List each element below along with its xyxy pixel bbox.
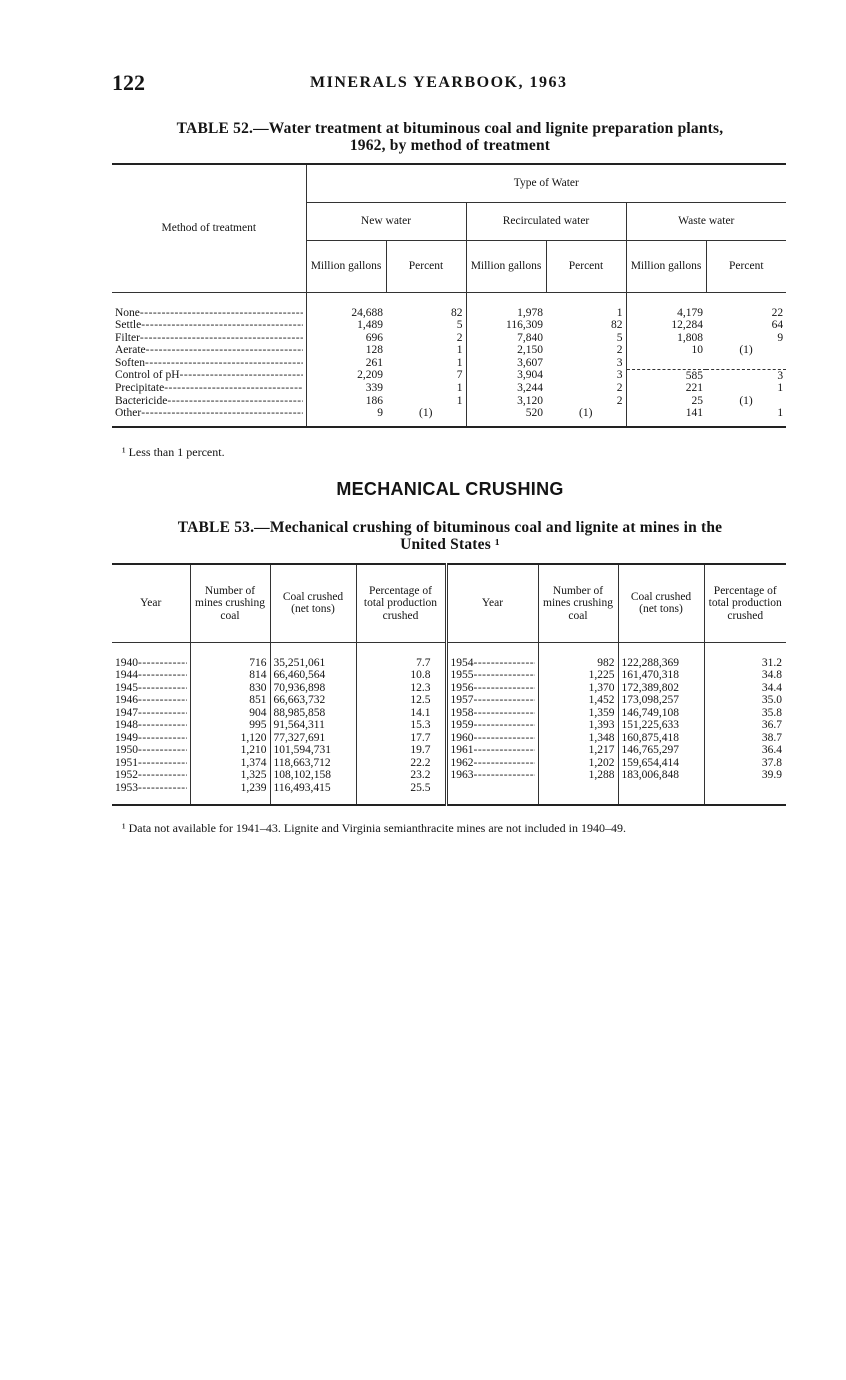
method-cell xyxy=(112,395,306,408)
sub-header-percent: Percent xyxy=(706,240,786,292)
cell-pct: 35.0 xyxy=(704,694,786,707)
table52-footnote: ¹ Less than 1 percent. xyxy=(122,445,225,459)
dot-leader xyxy=(474,682,535,695)
method-cell-leader xyxy=(115,319,303,332)
table53-footnote: ¹ Data not available for 1941–43. Lignite and Virginia semianthracite mines are not included in 1940–49. xyxy=(122,821,626,835)
cell-rw-mg: 3,904 xyxy=(466,369,546,382)
cell-crushed: 146,749,108 xyxy=(618,707,704,720)
cell-pct: 14.1 xyxy=(356,707,446,720)
table-row xyxy=(112,707,786,720)
method-cell xyxy=(112,292,306,319)
cell-mines: 1,217 xyxy=(538,744,618,757)
year-cell-leader xyxy=(451,769,535,782)
cell-rw-mg: 1,978 xyxy=(466,292,546,319)
cell-crushed: 70,936,898 xyxy=(270,682,356,695)
cell-crushed: 77,327,691 xyxy=(270,732,356,745)
method-cell xyxy=(112,344,306,357)
year-cell-text: 1940 xyxy=(115,656,138,669)
cell-pct: 38.7 xyxy=(704,732,786,745)
cell-mines: 1,120 xyxy=(190,732,270,745)
year-cell xyxy=(112,757,190,770)
cell-ww-pct: (1) xyxy=(739,344,753,356)
table52-title xyxy=(112,120,788,154)
dot-leader xyxy=(141,407,302,420)
year-cell xyxy=(112,732,190,745)
cell-pct: 36.4 xyxy=(704,744,786,757)
method-cell xyxy=(112,357,306,370)
cell-ww-pct: 22 xyxy=(771,306,784,319)
cell-ww-mg: 12,284 xyxy=(626,319,706,332)
cell-nw-pct: 2 xyxy=(456,331,463,344)
cell-pct: 31.2 xyxy=(704,642,786,669)
method-cell-text: Soften xyxy=(115,356,146,369)
year-cell xyxy=(112,642,190,669)
year-cell xyxy=(446,682,538,695)
year-cell-leader xyxy=(451,719,535,732)
dot-leader xyxy=(138,782,187,795)
dot-leader xyxy=(474,732,535,745)
cell-nw-mg: 9 xyxy=(306,407,386,427)
cell-mines xyxy=(538,782,618,806)
method-cell-leader xyxy=(115,357,303,370)
cell-ww-pct: (1) xyxy=(739,394,753,407)
year-cell xyxy=(446,642,538,669)
dot-leader xyxy=(138,719,187,732)
year-cell-text: 1946 xyxy=(115,694,138,706)
year-cell xyxy=(112,694,190,707)
method-cell-text: None xyxy=(115,306,140,319)
cell-nw-mg: 2,209 xyxy=(306,369,386,382)
cell-rw-mg: 520 xyxy=(466,407,546,427)
dot-leader xyxy=(138,769,187,782)
year-cell-text: 1956 xyxy=(450,681,474,694)
year-cell-text: 1947 xyxy=(115,706,138,719)
cell-rw-pct: 2 xyxy=(616,394,623,407)
cell-pct xyxy=(704,782,786,806)
cell-pct: 12.5 xyxy=(356,694,446,707)
table-row xyxy=(112,292,786,319)
cell-nw-pct: 7 xyxy=(456,369,463,381)
year-cell-text: 1951 xyxy=(115,756,138,769)
dot-leader xyxy=(474,769,535,782)
sub-header-million-gallons: Million gallons xyxy=(466,240,546,292)
group-header-recirculated-water: Recirculated water xyxy=(466,202,626,240)
cell-rw-pct: 5 xyxy=(616,331,623,344)
year-cell-leader xyxy=(451,744,535,757)
table-row xyxy=(112,757,786,770)
year-cell-text: 1961 xyxy=(450,744,474,756)
cell-crushed xyxy=(618,782,704,806)
year-cell-leader xyxy=(451,757,535,770)
year-cell-text: 1949 xyxy=(115,731,138,744)
cell-nw-mg: 1,489 xyxy=(306,319,386,332)
cell-crushed: 66,460,564 xyxy=(270,669,356,682)
method-cell-leader xyxy=(115,369,303,382)
year-cell xyxy=(446,769,538,782)
table53-title-line1: TABLE 53.—Mechanical crushing of bituminous coal and lignite at mines in the xyxy=(177,519,723,536)
year-cell xyxy=(446,669,538,682)
table-row xyxy=(112,369,786,382)
cell-pct: 10.8 xyxy=(356,669,446,682)
table-row xyxy=(112,407,786,427)
sub-header-percent: Percent xyxy=(546,240,626,292)
table-row xyxy=(112,642,786,669)
dot-leader xyxy=(141,319,302,332)
cell-pct: 12.3 xyxy=(356,682,446,695)
dot-leader xyxy=(138,657,187,670)
cell-mines: 716 xyxy=(190,642,270,669)
year-cell-text: 1953 xyxy=(115,781,138,794)
table53 xyxy=(112,563,786,806)
year-cell xyxy=(446,694,538,707)
cell-ww-mg: 141 xyxy=(626,407,706,427)
year-cell xyxy=(112,782,190,806)
cell-crushed: 108,102,158 xyxy=(270,769,356,782)
dot-leader xyxy=(146,344,303,357)
cell-pct: 34.8 xyxy=(704,669,786,682)
cell-crushed: 146,765,297 xyxy=(618,744,704,757)
year-cell-text: 1954 xyxy=(450,656,474,669)
method-cell xyxy=(112,369,306,382)
cell-rw-pct: 82 xyxy=(611,319,623,331)
cell-rw-pct: 3 xyxy=(616,356,623,369)
cell-mines: 982 xyxy=(538,642,618,669)
year-cell-leader xyxy=(115,757,187,770)
cell-rw-mg: 3,120 xyxy=(466,395,546,408)
col-header-percentage-crushed: Percentage of total production crushed xyxy=(704,564,786,642)
table52 xyxy=(112,163,786,428)
table-row xyxy=(112,694,786,707)
cell-ww-mg: 4,179 xyxy=(626,292,706,319)
table-row xyxy=(112,319,786,332)
year-cell-text: 1960 xyxy=(450,731,474,744)
table52-title-line1: TABLE 52.—Water treatment at bituminous coal and lignite preparation plants, xyxy=(176,120,724,137)
cell-crushed: 183,006,848 xyxy=(618,769,704,782)
year-cell xyxy=(446,732,538,745)
year-cell xyxy=(446,707,538,720)
cell-mines: 1,370 xyxy=(538,682,618,695)
table53-title xyxy=(112,519,788,553)
dot-leader xyxy=(138,682,187,695)
year-cell xyxy=(112,744,190,757)
dot-leader xyxy=(138,694,187,707)
year-cell xyxy=(112,719,190,732)
dot-leader xyxy=(140,332,303,345)
method-cell-leader xyxy=(115,407,303,420)
cell-ww-pct xyxy=(706,357,786,370)
cell-pct: 37.8 xyxy=(704,757,786,770)
dot-leader xyxy=(474,669,535,682)
cell-mines: 830 xyxy=(190,682,270,695)
table-row xyxy=(112,344,786,357)
year-cell-text: 1962 xyxy=(450,756,474,769)
cell-nw-mg: 696 xyxy=(306,332,386,345)
cell-pct: 7.7 xyxy=(356,642,446,669)
method-cell-text: Filter xyxy=(115,331,140,344)
cell-nw-pct: 1 xyxy=(456,356,463,369)
table-row xyxy=(112,395,786,408)
method-cell-text: Other xyxy=(115,407,142,419)
year-cell-text: 1945 xyxy=(115,681,138,694)
cell-crushed: 101,594,731 xyxy=(270,744,356,757)
col-header-method: Method of treatment xyxy=(112,164,306,292)
year-cell-text: 1957 xyxy=(450,694,474,706)
year-cell-leader xyxy=(115,657,187,670)
cell-rw-pct: 3 xyxy=(616,369,623,381)
cell-mines: 1,374 xyxy=(190,757,270,770)
year-cell xyxy=(446,719,538,732)
cell-crushed: 160,875,418 xyxy=(618,732,704,745)
cell-crushed: 172,389,802 xyxy=(618,682,704,695)
sub-header-percent: Percent xyxy=(386,240,466,292)
cell-rw-mg: 116,309 xyxy=(466,319,546,332)
cell-mines: 1,239 xyxy=(190,782,270,806)
dot-leader xyxy=(474,657,535,670)
cell-ww-pct: 1 xyxy=(777,382,784,394)
cell-rw-pct: 2 xyxy=(616,382,623,394)
year-cell-leader xyxy=(115,782,187,795)
sub-header-million-gallons: Million gallons xyxy=(306,240,386,292)
year-cell xyxy=(112,682,190,695)
dot-leader xyxy=(138,732,187,745)
method-cell-leader xyxy=(115,332,303,345)
cell-pct: 36.7 xyxy=(704,719,786,732)
cell-mines: 1,348 xyxy=(538,732,618,745)
cell-rw-mg: 3,607 xyxy=(466,357,546,370)
table-row xyxy=(112,382,786,395)
running-head: MINERALS YEARBOOK, 1963 xyxy=(310,74,568,91)
year-cell xyxy=(446,757,538,770)
cell-pct: 35.8 xyxy=(704,707,786,720)
cell-crushed: 91,564,311 xyxy=(270,719,356,732)
year-cell-leader xyxy=(451,732,535,745)
cell-ww-mg: 1,808 xyxy=(626,332,706,345)
cell-pct: 15.3 xyxy=(356,719,446,732)
cell-nw-pct: 5 xyxy=(456,319,463,331)
method-cell xyxy=(112,407,306,427)
method-cell-text: Control of pH xyxy=(115,369,180,381)
cell-nw-pct: (1) xyxy=(419,407,433,419)
method-cell-leader xyxy=(115,395,303,408)
year-cell-leader xyxy=(451,657,535,670)
group-header-new-water: New water xyxy=(306,202,466,240)
year-cell-leader xyxy=(451,707,535,720)
table-row xyxy=(112,669,786,682)
cell-crushed: 116,493,415 xyxy=(270,782,356,806)
dot-leader xyxy=(474,744,535,757)
cell-nw-pct: 1 xyxy=(456,344,463,356)
cell-pct: 17.7 xyxy=(356,732,446,745)
cell-pct: 25.5 xyxy=(356,782,446,806)
cell-crushed: 159,654,414 xyxy=(618,757,704,770)
cell-mines: 995 xyxy=(190,719,270,732)
group-header-waste-water: Waste water xyxy=(626,202,786,240)
year-cell-leader xyxy=(115,744,187,757)
cell-mines: 1,202 xyxy=(538,757,618,770)
cell-ww-pct: 3 xyxy=(706,369,786,382)
cell-crushed: 88,985,858 xyxy=(270,707,356,720)
method-cell-text: Precipitate xyxy=(115,382,165,394)
cell-mines: 904 xyxy=(190,707,270,720)
cell-rw-pct: (1) xyxy=(579,407,593,419)
cell-rw-mg: 3,244 xyxy=(466,382,546,395)
col-header-percentage-crushed: Percentage of total production crushed xyxy=(356,564,446,642)
col-header-year: Year xyxy=(112,564,190,642)
dot-leader xyxy=(138,744,187,757)
cell-nw-pct: 82 xyxy=(451,306,463,319)
year-cell-text: 1944 xyxy=(115,669,138,681)
cell-crushed: 122,288,369 xyxy=(618,642,704,669)
cell-crushed: 173,098,257 xyxy=(618,694,704,707)
year-cell-leader xyxy=(115,707,187,720)
table-row xyxy=(112,769,786,782)
cell-pct: 23.2 xyxy=(356,769,446,782)
year-cell-leader xyxy=(115,694,187,707)
col-header-coal-crushed: Coal crushed (net tons) xyxy=(270,564,356,642)
table52-title-line2: 1962, by method of treatment xyxy=(349,137,551,154)
cell-pct: 22.2 xyxy=(356,757,446,770)
cell-ww-mg: 25 xyxy=(626,395,706,408)
cell-ww-mg: 10 xyxy=(626,344,706,357)
year-cell-leader xyxy=(115,719,187,732)
cell-ww-mg xyxy=(626,357,706,370)
table-row xyxy=(112,782,786,806)
cell-mines: 1,359 xyxy=(538,707,618,720)
cell-nw-pct: 1 xyxy=(456,382,463,394)
cell-crushed: 161,470,318 xyxy=(618,669,704,682)
cell-rw-pct: 2 xyxy=(616,344,623,356)
cell-nw-mg: 186 xyxy=(306,395,386,408)
method-cell xyxy=(112,382,306,395)
cell-pct: 19.7 xyxy=(356,744,446,757)
year-cell-leader xyxy=(115,732,187,745)
method-cell xyxy=(112,332,306,345)
sub-header-million-gallons: Million gallons xyxy=(626,240,706,292)
cell-mines: 1,393 xyxy=(538,719,618,732)
cell-rw-mg: 2,150 xyxy=(466,344,546,357)
year-cell xyxy=(446,744,538,757)
cell-ww-mg: 221 xyxy=(626,382,706,395)
year-cell xyxy=(112,669,190,682)
cell-mines: 851 xyxy=(190,694,270,707)
dot-leader xyxy=(138,707,187,720)
dot-leader xyxy=(138,669,187,682)
cell-crushed: 66,663,732 xyxy=(270,694,356,707)
year-cell-text: 1958 xyxy=(450,706,474,719)
cell-mines: 1,288 xyxy=(538,769,618,782)
method-cell-text: Aerate xyxy=(115,344,146,356)
cell-nw-mg: 24,688 xyxy=(306,292,386,319)
method-cell-leader xyxy=(115,382,303,395)
table53-title-line2: United States ¹ xyxy=(400,536,500,553)
table-row xyxy=(112,357,786,370)
cell-mines: 814 xyxy=(190,669,270,682)
table-row xyxy=(112,682,786,695)
year-cell-text: 1952 xyxy=(115,769,138,781)
year-cell xyxy=(112,707,190,720)
col-header-number-of-mines: Number of mines crushing coal xyxy=(538,564,618,642)
cell-nw-mg: 339 xyxy=(306,382,386,395)
year-cell-text: 1950 xyxy=(115,744,138,756)
cell-crushed: 151,225,633 xyxy=(618,719,704,732)
dot-leader xyxy=(140,307,303,320)
col-header-number-of-mines: Number of mines crushing coal xyxy=(190,564,270,642)
dot-leader xyxy=(474,707,535,720)
cell-rw-pct: 1 xyxy=(616,306,623,319)
cell-ww-mg: 585 xyxy=(626,369,706,382)
dot-leader xyxy=(138,757,187,770)
page-number: 122 xyxy=(112,70,145,95)
year-cell-text: 1959 xyxy=(450,719,474,731)
cell-nw-mg: 261 xyxy=(306,357,386,370)
cell-ww-pct: 64 xyxy=(771,319,784,331)
year-cell-leader xyxy=(115,682,187,695)
method-cell xyxy=(112,319,306,332)
cell-nw-mg: 128 xyxy=(306,344,386,357)
method-cell-leader xyxy=(115,307,303,320)
table-row xyxy=(112,332,786,345)
dot-leader xyxy=(474,694,535,707)
dot-leader xyxy=(474,719,535,732)
cell-crushed: 35,251,061 xyxy=(270,642,356,669)
cell-pct: 39.9 xyxy=(704,769,786,782)
dot-leader xyxy=(164,382,302,395)
section-heading: MECHANICAL CRUSHING xyxy=(336,479,564,499)
method-cell-text: Settle xyxy=(115,319,142,331)
cell-mines: 1,325 xyxy=(190,769,270,782)
col-header-coal-crushed: Coal crushed (net tons) xyxy=(618,564,704,642)
table-row xyxy=(112,744,786,757)
cell-mines: 1,225 xyxy=(538,669,618,682)
table-row xyxy=(112,719,786,732)
cell-pct: 34.4 xyxy=(704,682,786,695)
dot-leader xyxy=(474,757,535,770)
year-cell-leader xyxy=(115,669,187,682)
year-cell-leader xyxy=(451,694,535,707)
cell-mines: 1,452 xyxy=(538,694,618,707)
col-header-type-of-water: Type of Water xyxy=(306,164,786,202)
dot-leader xyxy=(145,357,302,370)
cell-crushed: 118,663,712 xyxy=(270,757,356,770)
cell-nw-pct: 1 xyxy=(456,394,463,407)
cell-mines: 1,210 xyxy=(190,744,270,757)
year-cell-leader xyxy=(451,682,535,695)
year-cell-text: 1948 xyxy=(115,719,138,731)
cell-ww-pct: 9 xyxy=(777,331,784,344)
method-cell-text: Bactericide xyxy=(115,394,168,407)
dot-leader xyxy=(180,369,303,382)
cell-rw-mg: 7,840 xyxy=(466,332,546,345)
year-cell-text: 1955 xyxy=(450,669,474,681)
year-cell-leader xyxy=(115,769,187,782)
dot-leader xyxy=(167,395,302,408)
col-header-year: Year xyxy=(446,564,538,642)
table-row xyxy=(112,732,786,745)
year-cell xyxy=(112,769,190,782)
cell-ww-pct: 1 xyxy=(777,407,784,419)
year-cell-leader xyxy=(451,669,535,682)
year-cell-text: 1963 xyxy=(450,769,474,781)
year-cell-empty xyxy=(446,782,538,806)
method-cell-leader xyxy=(115,344,303,357)
